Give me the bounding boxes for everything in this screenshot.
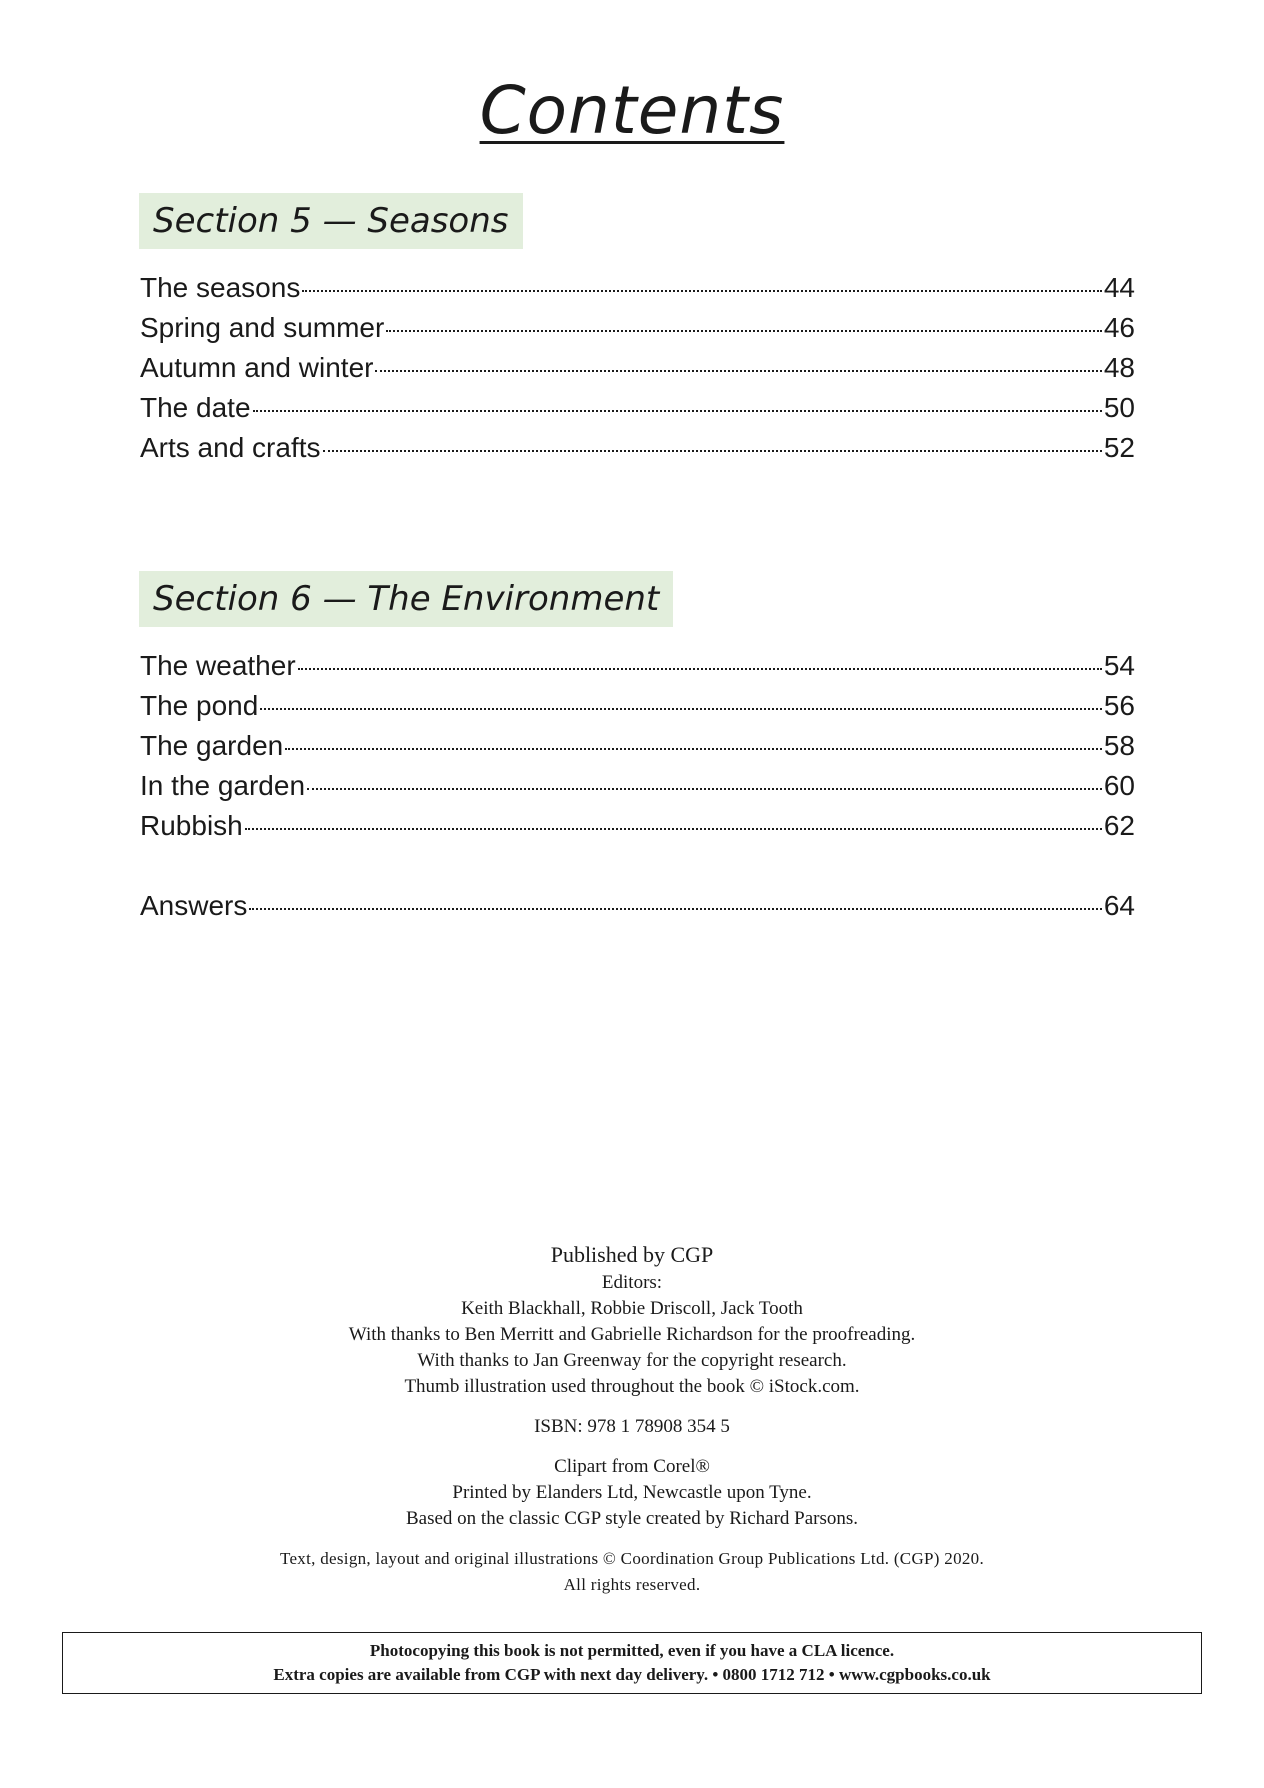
toc-list-seasons — [140, 272, 1135, 472]
style-credit: Based on the classic CGP style created by Richard Parsons. — [405, 1508, 859, 1529]
toc-entry-answers[interactable] — [140, 890, 1135, 930]
toc-entry[interactable] — [140, 690, 1135, 730]
toc-entry-label: In the garden — [140, 770, 306, 801]
toc-entry-page: 58 — [1103, 730, 1135, 761]
toc-entry[interactable] — [140, 810, 1135, 850]
toc-entry-label: The garden — [140, 730, 284, 761]
toc-entry-page: 54 — [1103, 650, 1135, 681]
isbn: ISBN: 978 1 78908 354 5 — [534, 1416, 730, 1437]
dot-leader — [285, 748, 1102, 750]
printer-credit: Printed by Elanders Ltd, Newcastle upon Tyne. — [452, 1482, 812, 1503]
dot-leader — [307, 788, 1102, 790]
toc-entry-page: 46 — [1103, 312, 1135, 343]
toc-list-answers — [140, 890, 1135, 930]
toc-entry-page: 60 — [1103, 770, 1135, 801]
toc-entry-page: 62 — [1103, 810, 1135, 841]
toc-entry-label: The pond — [140, 690, 259, 721]
dot-leader — [386, 330, 1102, 332]
notice-line-1: Photocopying this book is not permitted, even if you have a CLA licence. — [369, 1641, 895, 1660]
dot-leader — [245, 828, 1102, 830]
thanks-copyright: With thanks to Jan Greenway for the copyright research. — [417, 1350, 847, 1371]
toc-entry-label: The seasons — [140, 272, 301, 303]
toc-entry[interactable] — [140, 352, 1135, 392]
dot-leader — [260, 708, 1102, 710]
clipart-credit: Clipart from Corel® — [554, 1456, 710, 1477]
photocopy-notice — [62, 1632, 1202, 1694]
toc-entry-page: 44 — [1103, 272, 1135, 303]
copyright-line: Text, design, layout and original illustrations © Coordination Group Publications Ltd. (CGP) 2020. — [279, 1549, 985, 1568]
toc-entry-label: Rubbish — [140, 810, 243, 841]
dot-leader — [298, 668, 1102, 670]
dot-leader — [249, 908, 1101, 910]
toc-entry[interactable] — [140, 432, 1135, 472]
page-title: Contents — [479, 72, 785, 149]
toc-entry[interactable] — [140, 312, 1135, 352]
toc-entry-page: 64 — [1103, 890, 1135, 921]
toc-entry[interactable] — [140, 272, 1135, 312]
dot-leader — [302, 290, 1102, 292]
section-heading-seasons: Section 5 — Seasons — [139, 193, 523, 249]
editors-names: Keith Blackhall, Robbie Driscoll, Jack Tooth — [461, 1298, 803, 1319]
toc-entry[interactable] — [140, 650, 1135, 690]
dot-leader — [323, 450, 1102, 452]
publisher-line: Published by CGP — [550, 1242, 714, 1267]
toc-entry-label: Autumn and winter — [140, 352, 374, 383]
toc-entry-page: 52 — [1103, 432, 1135, 463]
toc-entry-label: Spring and summer — [140, 312, 385, 343]
rights-reserved: All rights reserved. — [563, 1575, 701, 1594]
section-heading-environment: Section 6 — The Environment — [139, 571, 673, 627]
dot-leader — [375, 370, 1101, 372]
thanks-proofreading: With thanks to Ben Merritt and Gabrielle Richardson for the proofreading. — [348, 1324, 916, 1345]
toc-entry-label: The weather — [140, 650, 296, 681]
toc-entry-page: 56 — [1103, 690, 1135, 721]
dot-leader — [253, 410, 1102, 412]
toc-entry-label: Arts and crafts — [140, 432, 321, 463]
toc-entry-label: The date — [140, 392, 251, 423]
toc-entry-label: Answers — [140, 890, 248, 921]
toc-entry[interactable] — [140, 770, 1135, 810]
toc-list-environment — [140, 650, 1135, 850]
publication-credits — [0, 1240, 1264, 1598]
toc-entry-page: 50 — [1103, 392, 1135, 423]
thumb-illustration-credit: Thumb illustration used throughout the book © iStock.com. — [404, 1376, 860, 1397]
editors-label: Editors: — [601, 1272, 663, 1293]
notice-line-2: Extra copies are available from CGP with next day delivery. • 0800 1712 712 • www.cgpbooks.co.uk — [273, 1665, 991, 1684]
toc-entry[interactable] — [140, 730, 1135, 770]
toc-entry-page: 48 — [1103, 352, 1135, 383]
toc-entry[interactable] — [140, 392, 1135, 432]
